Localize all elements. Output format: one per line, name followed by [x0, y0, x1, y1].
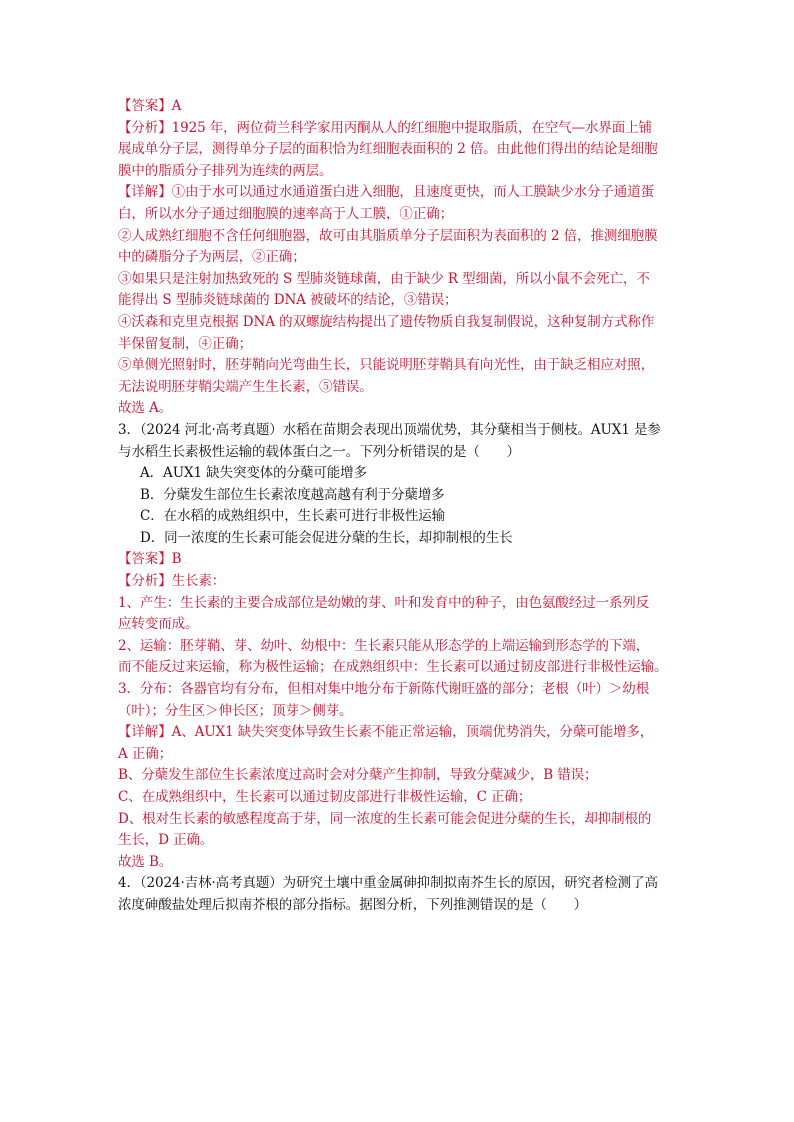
q3-option-c: C．在水稻的成熟组织中，生长素可进行非极性运输	[140, 508, 446, 525]
q3-stem-line: 3．（2024 河北·高考真题）水稻在苗期会表现出顶端优势，其分蘖相当于侧枝。AUX1 是参	[118, 421, 661, 438]
q3-analysis-line: 1、产生：生长素的主要合成部位是幼嫩的芽、叶和发育中的种子，由色氨酸经过一系列反	[118, 594, 650, 611]
page-content	[118, 96, 678, 917]
q3-conclusion: 故选 B。	[118, 853, 173, 870]
q3-detail-line: B、分蘖发生部位生长素浓度过高时会对分蘖产生抑制，导致分蘖减少，B 错误；	[118, 767, 598, 784]
q2-detail-line: 中的磷脂分子为两层，②正确；	[118, 249, 306, 266]
q3-option-b: B．分蘖发生部位生长素浓度越高越有利于分蘖增多	[140, 486, 445, 503]
q2-analysis-line: 膜中的脂质分子排列为连续的两层。	[118, 162, 333, 179]
q2-answer: 【答案】A	[118, 98, 182, 114]
q2-detail-line: ④沃森和克里克根据 DNA 的双螺旋结构提出了遗传物质自我复制假说，这种复制方式称作	[118, 313, 655, 330]
q2-detail-line: 能得出 S 型肺炎链球菌的 DNA 被破坏的结论，③错误；	[118, 292, 458, 309]
q2-detail-line: 【详解】①由于水可以通过水通道蛋白进入细胞，且速度更快，而人工膜缺少水分子通道蛋	[118, 184, 654, 201]
q2-detail-line: 半保留复制，④正确；	[118, 335, 252, 352]
q3-detail-line: A 正确；	[118, 745, 173, 762]
q4-stem-line: 4．（2024·吉林·高考真题）为研究土壤中重金属砷抑制拟南芥生长的原因，研究者检测了高	[118, 875, 658, 892]
q2-detail-line: ⑤单侧光照射时，胚芽鞘向光弯曲生长，只能说明胚芽鞘具有向光性，由于缺乏相应对照，	[118, 357, 654, 374]
q2-detail-line: 白，所以水分子通过细胞膜的速率高于人工膜，①正确；	[118, 205, 453, 222]
q3-analysis	[118, 571, 678, 722]
q2-detail-line: ③如果只是注射加热致死的 S 型肺炎链球菌，由于缺少 R 型细菌，所以小鼠不会死亡，不	[118, 270, 650, 287]
q2-conclusion: 故选 A。	[118, 400, 173, 417]
q3-analysis-line: （叶）；分生区＞伸长区；顶芽＞侧芽。	[118, 702, 353, 719]
q3-detail-line: C、在成熟组织中，生长素可以通过韧皮部进行非极性运输，C 正确；	[118, 789, 532, 805]
q4-stem-line: 浓度砷酸盐处理后拟南芥根的部分指标。据图分析，下列推测错误的是（ ）	[118, 896, 587, 913]
q2-analysis-line: 【分析】1925 年，两位荷兰科学家用丙酮从人的红细胞中提取脂质，在空气—水界面上铺	[118, 119, 652, 136]
q4-stem	[118, 873, 678, 916]
q3-stem	[118, 420, 678, 463]
q3-detail-line: D、根对生长素的敏感程度高于芽，同一浓度的生长素可能会促进分蘖的生长，却抑制根的	[118, 810, 652, 827]
q3-detail-line: 生长，D 正确。	[118, 832, 214, 849]
q2-analysis	[118, 118, 678, 183]
q3-analysis-line: 应转变而成。	[118, 616, 199, 633]
q2-analysis-line: 展成单分子层，测得单分子层的面积恰为红细胞表面积的 2 倍。由此他们得出的结论是细胞	[118, 141, 658, 158]
q3-options	[118, 463, 678, 549]
q2-detail	[118, 182, 678, 420]
q2-detail-line: 无法说明胚芽鞘尖端产生生长素，⑤错误。	[118, 378, 373, 395]
q3-option-a: A．AUX1 缺失突变体的分蘖可能增多	[140, 465, 367, 482]
q3-analysis-line: 【分析】生长素：	[118, 573, 226, 590]
q3-analysis-line: 而不能反过来运输，称为极性运输；在成熟组织中：生长素可以通过韧皮部进行非极性运输。	[118, 659, 668, 676]
q3-detail-line: 【详解】A、AUX1 缺失突变体导致生长素不能正常运输，顶端优势消失，分蘖可能增多，	[118, 724, 654, 741]
q3-analysis-line: 2、运输：胚芽鞘、芽、幼叶、幼根中：生长素只能从形态学的上端运输到形态学的下端，	[118, 637, 650, 654]
q3-answer: 【答案】B	[118, 551, 182, 568]
q3-option-d: D．同一浓度的生长素可能会促进分蘖的生长，却抑制根的生长	[140, 529, 513, 546]
q3-detail	[118, 722, 678, 873]
q3-analysis-line: 3．分布：各器官均有分布，但相对集中地分布于新陈代谢旺盛的部分；老根（叶）＞幼根	[118, 681, 650, 698]
q3-stem-line: 与水稻生长素极性运输的载体蛋白之一。下列分析错误的是（ ）	[118, 443, 520, 460]
q2-detail-line: ②人成熟红细胞不含任何细胞器，故可由其脂质单分子层面积为表面积的 2 倍，推测细胞膜	[118, 227, 658, 244]
